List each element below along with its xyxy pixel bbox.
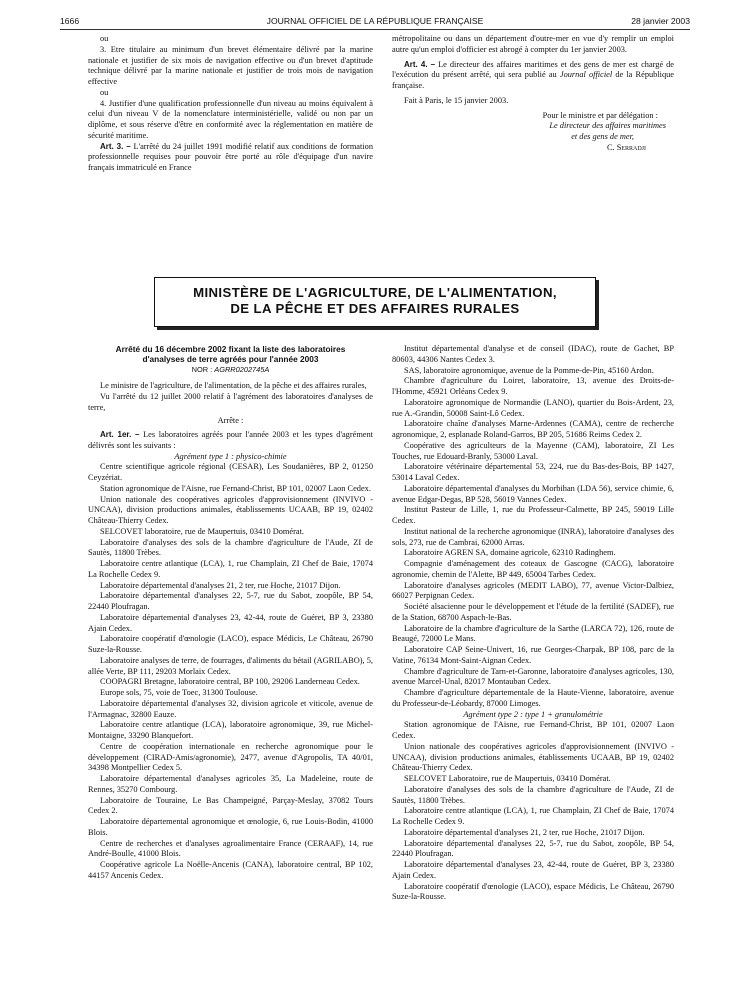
lab-entry: Coopérative agricole La Noëlle-Ancenis (CANA), laboratoire central, BP 102, 44157 Ancenis Cedex. bbox=[88, 860, 373, 880]
lab-entry: Laboratoire d'analyses des sols de la chambre d'agriculture de l'Aude, ZI de Sautès, 11800 Trèbes. bbox=[392, 784, 674, 805]
lab-entry: Laboratoire centre atlantique (LCA), 1, rue Champlain, ZI Chef de Baie, 17074 La Rochelle Cedex 9. bbox=[392, 806, 674, 826]
top-right-column bbox=[392, 34, 674, 154]
nor-code: AGRR0202745A bbox=[214, 365, 270, 375]
type1-lab-list-continued bbox=[392, 344, 674, 710]
lab-entry: Centre scientifique agricole régional (CESAR), Les Soudanières, BP 2, 01250 Ceyzériat. bbox=[88, 462, 373, 483]
lab-entry: Laboratoire départemental d'analyses 21, 2 ter, rue Hoche, 21017 Dijon. bbox=[404, 827, 645, 837]
lab-entry: Chambre d'agriculture du Loiret, laboratoire, 13, avenue des Droits-de-l'Homme, 45921 Orléans Cedex 9. bbox=[392, 376, 674, 396]
requirement-3: 3. Etre titulaire au minimum d'un brevet élémentaire délivré par la marine nationale et justifier de six mois de navigation effective ou d'un brevet d'aptitude technique délivré par la marine nationale et justifier de trois mois de navigation effective bbox=[88, 44, 373, 86]
article-1-text: Les laboratoires agréés pour l'année 2003 et les types d'agrément délivrés sont les suivants : bbox=[88, 430, 373, 450]
lab-entry: Institut national de la recherche agronomique (INRA), laboratoire d'analyses des sols, 273, rue de Cambrai, 62000 Arras. bbox=[392, 526, 674, 547]
decree-intro: Le ministre de l'agriculture, de l'alimentation, de la pêche et des affaires rurales, bbox=[100, 381, 367, 391]
lab-entry: Laboratoire départemental d'analyses 22, 5-7, rue du Sabot, zoopôle, BP 54, 22440 Ploufragan. bbox=[88, 591, 373, 612]
article-3-continuation: métropolitaine ou dans un département d'outre-mer en vue d'y remplir un emploi autre qu'un emploi d'officier est abrogé à compter du 1er janvier 2003. bbox=[392, 34, 674, 54]
decree-right-column bbox=[392, 344, 674, 903]
lab-entry: Compagnie d'aménagement des coteaux de Gascogne (CACG), laboratoire agronomie, chemin de l'Alette, BP 449, 65004 Tarbes Cedex. bbox=[392, 559, 674, 579]
decree-title bbox=[88, 344, 373, 364]
type1-heading: Agrément type 1 : physico-chimie bbox=[174, 451, 287, 461]
top-left-column bbox=[88, 34, 373, 174]
article-4-label: Art. 4. – bbox=[404, 59, 436, 69]
lab-entry: SELCOVET Laboratoire, rue de Maupertuis, 03410 Domérat. bbox=[404, 774, 611, 783]
lab-entry: Laboratoire agronomique de Normandie (LANO), quartier du Bois-Ardent, 23, rue A.-Grandin, 50008 Saint-Lô Cedex. bbox=[392, 397, 674, 418]
lab-entry: Laboratoire départemental d'analyses du Morbihan (LDA 56), service chimie, 6, avenue Edgar-Degas, BP 528, 56019 Vannes Cedex. bbox=[392, 483, 674, 504]
article-1-label: Art. 1er. – bbox=[100, 430, 140, 440]
lab-entry: Laboratoire de la chambre d'agriculture de la Sarthe (LARCA 72), 126, route de Beaugé, 72000 Le Mans. bbox=[392, 623, 674, 644]
lab-entry: Laboratoire départemental d'analyses 23, 42-44, route de Guéret, BP 3, 23380 Ajain Cedex. bbox=[392, 860, 674, 880]
decree-left-column bbox=[88, 344, 373, 882]
lab-entry: Institut départemental d'analyse et de conseil (IDAC), route de Gachet, BP 80603, 44306 Nantes Cedex 3. bbox=[392, 344, 674, 364]
lab-entry: Laboratoire CAP Seine-Univert, 16, rue Georges-Charpak, BP 108, parc de la Vatine, 76134 Mont-Saint-Aignan Cedex. bbox=[392, 645, 674, 665]
signature-delegation: Pour le ministre et par délégation : bbox=[542, 110, 658, 120]
lab-entry: Laboratoire d'analyses agricoles (MEDIT LABO), 77, avenue Victor-Dalbiez, 66027 Perpignan Cedex. bbox=[392, 580, 674, 601]
lab-entry: Laboratoire analyses de terre, de fourrages, d'aliments du bétail (AGRILABO), 5, allée Verte, BP 111, 29203 Morlaix Cedex. bbox=[88, 655, 373, 676]
lab-entry: Laboratoire départemental d'analyses 32, division agricole et viticole, avenue de l'Armagnac, 32800 Eauze. bbox=[88, 698, 373, 719]
lab-entry: Union nationale des coopératives agricoles d'approvisionnement (INVIVO - UNCAA), division productions animales, établissements UCAAB, BP 19, 02402 Château-Thierry Cedex. bbox=[88, 494, 373, 526]
lab-entry: Laboratoire vétérinaire départemental 53, 224, rue du Bas-des-Bois, BP 1427, 53014 Laval Cedex. bbox=[392, 462, 674, 482]
or-connector: ou bbox=[100, 87, 109, 97]
article-3-text: L'arrêté du 24 juillet 1991 modifié relatif aux conditions de formation professionnelle requises pour pouvoir être porté au rôle d'équipage d'un navire français immatriculé en France bbox=[88, 141, 373, 172]
lab-entry: Laboratoire AGREN SA, domaine agricole, 62310 Radinghem. bbox=[404, 548, 616, 558]
lab-entry: Laboratoire centre atlantique (LCA), 1, rue Champlain, ZI Chef de Baie, 17074 La Rochelle Cedex 9. bbox=[88, 559, 373, 579]
signatory-name: C. Serradji bbox=[606, 142, 646, 152]
lab-entry: Centre de coopération internationale en recherche agronomique pour le développement (CIRAD-Amis/agronomie), 2477, avenue d'Agropolis, TA 40/01, 34398 Montpellier Cedex 5. bbox=[88, 741, 373, 773]
signature-title-2: et des gens de mer, bbox=[571, 132, 634, 141]
article-4-text-a: Le directeur des affaires maritimes et des gens de mer est chargé de l'exécution du présent arrêté, qui sera publié au bbox=[392, 59, 674, 80]
signature-title: Le directeur des affaires maritimes bbox=[549, 121, 666, 131]
lab-entry: Union nationale des coopératives agricoles d'approvisionnement (INVIVO - UNCAA), division productions animales, établissements UCAAB, BP 19, 02402 Château-Thierry Cedex. bbox=[392, 741, 674, 773]
requirement-4: 4. Justifier d'une qualification professionnelle d'un niveau au moins équivalent à celui d'un niveau V de la nomenclature interministérielle, validé ou non par un diplôme, et sous réserve d'être en conformité avec la réglementation en matière de sécurité maritime. bbox=[88, 98, 373, 140]
article-4 bbox=[392, 60, 674, 92]
lab-entry: Société alsacienne pour le développement et l'étude de la fertilité (SADEF), rue de la Station, 68700 Aspach-le-Bas. bbox=[392, 602, 674, 622]
signing-place-date: Fait à Paris, le 15 janvier 2003. bbox=[404, 95, 509, 105]
lab-entry: Laboratoire centre atlantique (LCA), laboratoire agronomique, 39, rue Michel-Montaigne, 33290 Blanquefort. bbox=[88, 720, 373, 741]
lab-entry: Laboratoire départemental d'analyses agricoles 35, La Madeleine, route de Rennes, 35270 Combourg. bbox=[88, 774, 373, 794]
lab-entry: Laboratoire départemental d'analyses 23, 42-44, route de Guéret, BP 3, 23380 Ajain Cedex. bbox=[88, 612, 373, 633]
decree-vu: Vu l'arrêté du 12 juillet 2000 relatif à l'agrément des laboratoires d'analyses de terre, bbox=[88, 391, 373, 412]
type2-lab-list bbox=[392, 720, 674, 903]
or-connector: ou bbox=[100, 34, 109, 43]
lab-entry: SELCOVET laboratoire, rue de Maupertuis, 03410 Domérat. bbox=[100, 526, 304, 536]
lab-entry: Coopérative des agriculteurs de la Mayenne (CAM), laboratoire, ZI Les Touches, rue Edouard-Branly, 53000 Laval. bbox=[392, 440, 674, 461]
lab-entry: Centre de recherches et d'analyses agroalimentaire France (CERAAF), 14, rue André-Boulle, 41000 Blois. bbox=[88, 838, 373, 859]
page-number: 1666 bbox=[60, 16, 80, 26]
nor-reference bbox=[88, 365, 373, 376]
lab-entry: Station agronomique de l'Aisne, rue Fernand-Christ, BP 101, 02007 Laon Cedex. bbox=[100, 483, 371, 493]
journal-officiel-ref: Journal officiel bbox=[559, 70, 613, 80]
article-3-label: Art. 3. – bbox=[100, 141, 131, 151]
decree-title-line-1: Arrêté du 16 décembre 2002 fixant la liste des laboratoires bbox=[115, 344, 346, 354]
lab-entry: Station agronomique de l'Aisne, rue Fernand-Christ, BP 101, 02007 Laon Cedex. bbox=[392, 720, 674, 740]
decree-title-line-2: d'analyses de terre agréés pour l'année 2003 bbox=[142, 354, 319, 365]
type1-lab-list bbox=[88, 462, 373, 881]
running-header bbox=[60, 14, 690, 28]
ministry-heading-line-2: DE LA PÊCHE ET DES AFFAIRES RURALES bbox=[230, 301, 520, 316]
lab-entry: Laboratoire départemental agronomique et œnologie, 6, rue Louis-Bodin, 41000 Blois. bbox=[88, 817, 373, 837]
journal-title: JOURNAL OFFICIEL DE LA RÉPUBLIQUE FRANÇAISE bbox=[266, 16, 484, 26]
lab-entry: SAS, laboratoire agronomique, avenue de la Pomme-de-Pin, 45160 Ardon. bbox=[404, 365, 654, 375]
lab-entry: Laboratoire coopératif d'œnologie (LACO), espace Médicis, Le Château, 26790 Suze-la-Rousse. bbox=[88, 634, 373, 655]
ministry-heading-line-1: MINISTÈRE DE L'AGRICULTURE, DE L'ALIMENTATION, bbox=[193, 285, 557, 300]
article-1 bbox=[88, 430, 373, 452]
article-3 bbox=[88, 142, 373, 174]
lab-entry: COOPAGRI Bretagne, laboratoire central, BP 100, 29206 Landerneau Cedex. bbox=[100, 677, 360, 687]
lab-entry: Laboratoire coopératif d'œnologie (LACO), espace Médicis, Le Château, 26790 Suze-la-Rousse. bbox=[392, 881, 674, 902]
type2-heading: Agrément type 2 : type 1 + granulométrie bbox=[463, 709, 603, 719]
lab-entry: Laboratoire chaîne d'analyses Marne-Ardennes (CAMA), centre de recherche agronomique, 2, esplanade Roland-Garros, BP 205, 51686 Reims Cedex 2. bbox=[392, 419, 674, 439]
lab-entry: Europe sols, 75, voie de Toec, 31300 Toulouse. bbox=[100, 688, 258, 698]
decree-arrete: Arrête : bbox=[217, 416, 244, 426]
lab-entry: Laboratoire de Touraine, Le Bas Champeigné, Parçay-Meslay, 37082 Tours Cedex 2. bbox=[88, 795, 373, 816]
nor-label: NOR : bbox=[191, 365, 213, 375]
lab-entry: Institut Pasteur de Lille, 1, rue du Professeur-Calmette, BP 245, 59019 Lille Cedex. bbox=[392, 505, 674, 525]
issue-date: 28 janvier 2003 bbox=[631, 16, 690, 26]
ministry-heading-box bbox=[154, 277, 596, 327]
article-4-text-b: de la République française. bbox=[392, 70, 675, 90]
header-rule bbox=[60, 29, 690, 30]
lab-entry: Chambre d'agriculture de Tarn-et-Garonne, laboratoire d'analyses agricoles, 130, avenue Marcel-Unal, 82017 Montauban Cedex. bbox=[392, 666, 674, 687]
lab-entry: Laboratoire départemental d'analyses 22, 5-7, rue du Sabot, zoopôle, BP 54, 22440 Ploufragan. bbox=[392, 838, 674, 859]
lab-entry: Laboratoire départemental d'analyses 21, 2 ter, rue Hoche, 21017 Dijon. bbox=[100, 580, 341, 590]
lab-entry: Chambre d'agriculture départementale de la Haute-Vienne, laboratoire, avenue du Professeur-de-Léobardy, 87000 Limoges. bbox=[392, 688, 674, 708]
lab-entry: Laboratoire d'analyses des sols de la chambre d'agriculture de l'Aude, ZI de Sautès, 11800 Trèbes. bbox=[88, 537, 373, 558]
